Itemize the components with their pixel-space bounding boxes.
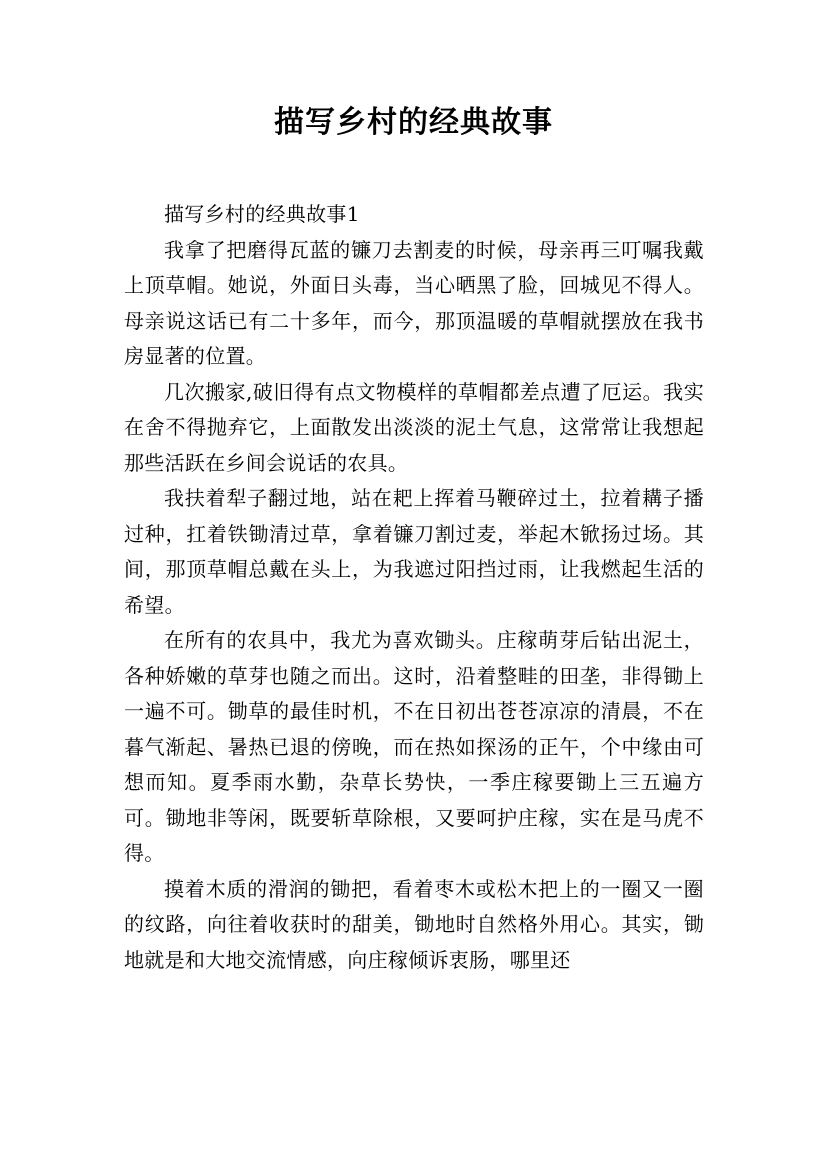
paragraph: 在所有的农具中，我尤为喜欢锄头。庄稼萌芽后钻出泥土，各种娇嫩的草芽也随之而出。这时，沿着整畦的田垄，非得锄上一遍不可。锄草的最佳时机，不在日初出苍苍凉凉的清晨，不在暮气渐起、暑热已退的傍晚，而在热如探汤的正午，个中缘由可想而知。夏季雨水勤，杂草长势快，一季庄稼要锄上三五遍方可。锄地非等闲，既要斩草除根，又要呵护庄稼，实在是马虎不得。 [124,628,704,865]
paragraph: 几次搬家,破旧得有点文物模样的草帽都差点遭了厄运。我实在舍不得抛弃它，上面散发出淡淡的泥土气息，这常常让我想起那些活跃在乡间会说话的农具。 [124,379,704,475]
document-title: 描写乡村的经典故事 [274,105,553,140]
paragraph: 我拿了把磨得瓦蓝的镰刀去割麦的时候，母亲再三叮嘱我戴上顶草帽。她说，外面日头毒，当心晒黑了脸，回城见不得人。母亲说这话已有二十多年，而今，那顶温暖的草帽就摆放在我书房显著的位置。 [124,237,704,368]
paragraph: 我扶着犁子翻过地，站在耙上挥着马鞭碎过土，拉着耩子播过种，扛着铁锄清过草，拿着镰刀割过麦，举起木锨扬过场。其间，那顶草帽总戴在头上，为我遮过阳挡过雨，让我燃起生活的希望。 [124,486,704,617]
section-heading: 描写乡村的经典故事1 [164,202,360,226]
paragraph: 摸着木质的滑润的锄把，看着枣木或松木把上的一圈又一圈的纹路，向往着收获时的甜美，锄地时自然格外用心。其实，锄地就是和大地交流情感，向庄稼倾诉衷肠，哪里还 [124,876,704,972]
document-body [124,197,704,978]
